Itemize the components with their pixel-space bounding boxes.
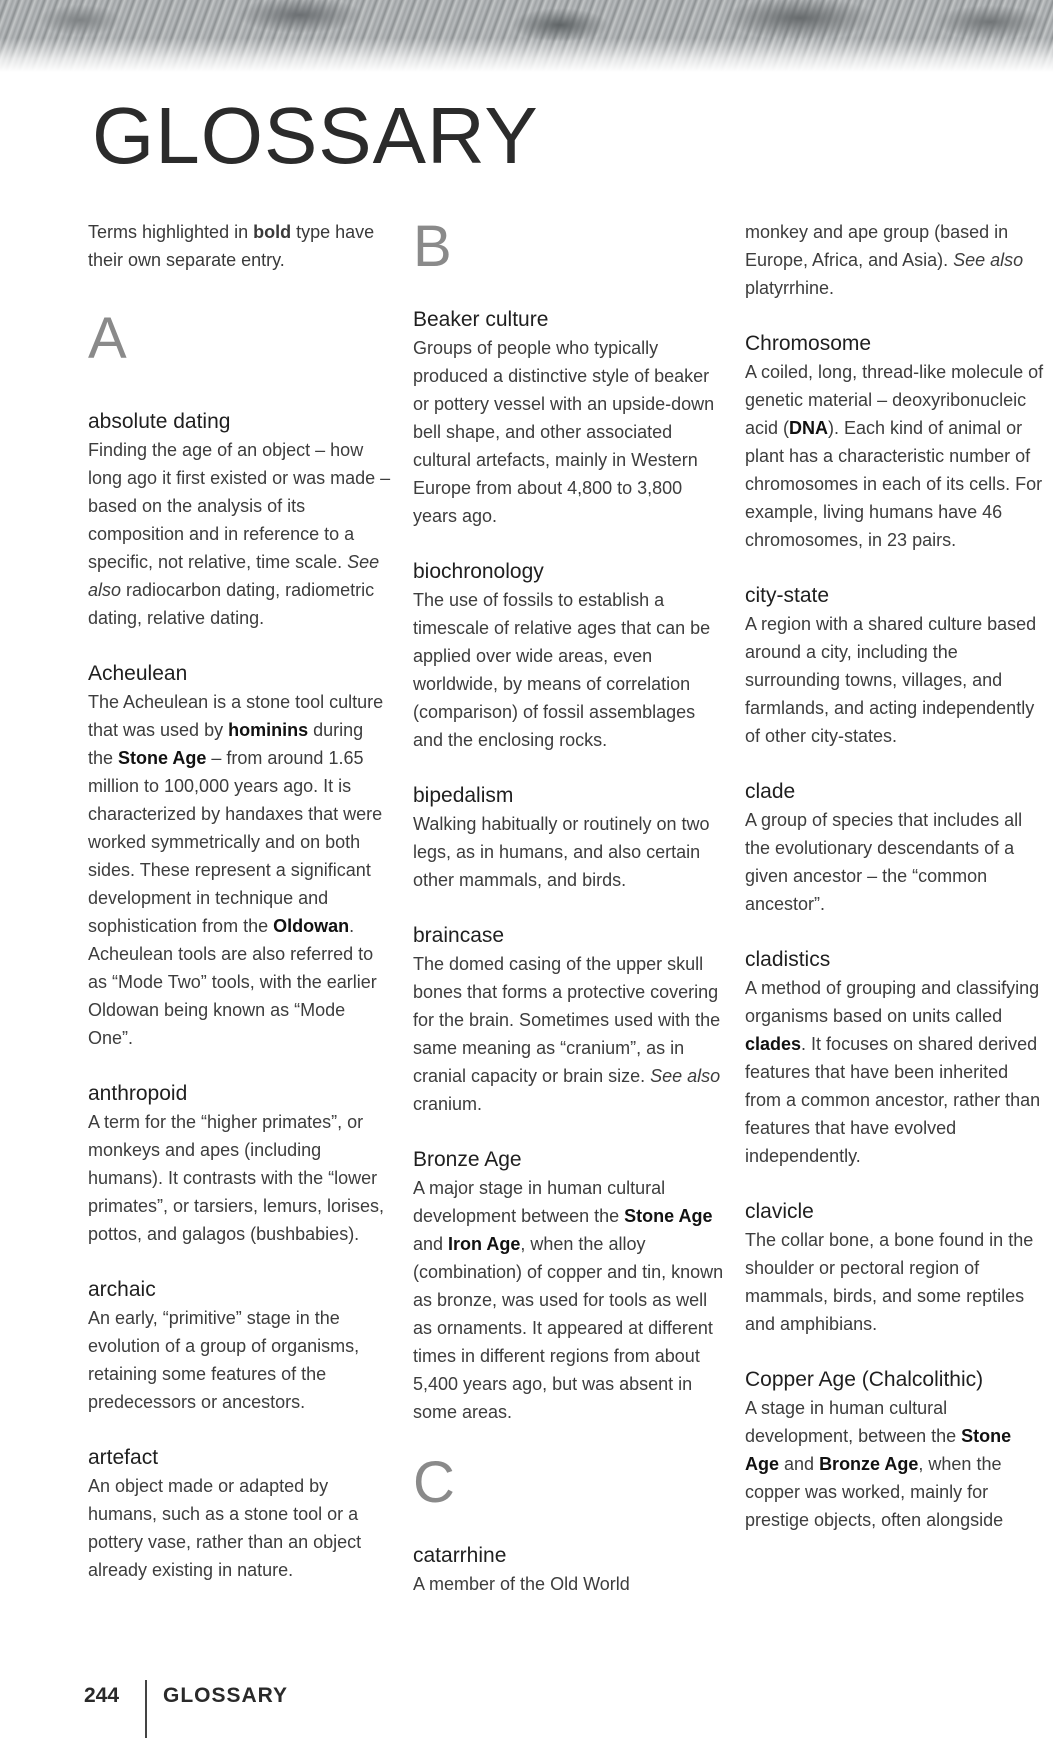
entry-definition: Finding the age of an object – how long ago it first existed or was made – based on the analysis of its composition and in reference to a specific, not relative, time scale. See also radiocarbon dating, radiometric dating, relative dating. [88,440,391,628]
entry-clade [745,778,1045,918]
entry-clavicle [745,1198,1045,1338]
entry-definition: A method of grouping and classifying organisms based on units called clades. It focuses on shared derived features that have been inherited from a common ancestor, rather than features that have evolved independently. [745,978,1041,1166]
entry-term: bipedalism [413,784,514,807]
entry-cladistics [745,946,1045,1170]
section-letter-a: A [88,306,127,371]
column-3 [745,218,1045,1562]
entry-biochronology [413,558,728,754]
section-letter-b: B [413,214,452,279]
entry-term: Beaker culture [413,308,549,331]
entry-term: catarrhine [413,1544,507,1567]
entry-definition: The domed casing of the upper skull bones that forms a protective covering for the brain. Sometimes used with the same meaning as “cranium”, as in cranial capacity or brain size. See also cranium. [413,954,721,1114]
entry-term: archaic [88,1278,156,1301]
entry-definition: The Acheulean is a stone tool culture that was used by hominins during the Stone Age – from around 1.65 million to 100,000 years ago. It is characterized by handaxes that were worked symmetrically and on both sides. These represent a significant development in technique and sophistication from the Oldowan. Acheulean tools are also referred to as “Mode Two” tools, with the earlier Oldowan being known as “Mode One”. [88,692,384,1048]
entry-definition: A member of the Old World [413,1574,630,1594]
entry-term: biochronology [413,560,544,583]
entry-acheulean [88,660,393,1052]
footer-divider [145,1680,147,1738]
entry-definition: A region with a shared culture based around a city, including the surrounding towns, villages, and farmlands, and acting independently of other city-states. [745,614,1037,746]
entry-beaker-culture [413,306,728,530]
entry-artefact [88,1444,393,1584]
entry-catarrhine [413,1542,728,1598]
entry-chromosome [745,330,1045,554]
column-2 [413,214,728,1626]
entry-definition: The use of fossils to establish a timescale of relative ages that can be applied over wide areas, even worldwide, by means of correlation (comparison) of fossil assemblages and the enclosing rocks. [413,590,711,750]
entry-definition: The collar bone, a bone found in the shoulder or pectoral region of mammals, birds, and some reptiles and amphibians. [745,1230,1034,1334]
entry-term: clade [745,780,796,803]
entry-definition: An object made or adapted by humans, such as a stone tool or a pottery vase, rather than an object already existing in nature. [88,1476,362,1580]
footer-section-label: GLOSSARY [163,1684,289,1707]
entry-absolute-dating [88,408,393,632]
entry-term: braincase [413,924,505,947]
entry-term: city-state [745,584,830,607]
entry-city-state [745,582,1045,750]
entry-term: Copper Age (Chalcolithic) [745,1368,984,1391]
entry-term: anthropoid [88,1082,188,1105]
entry-anthropoid [88,1080,393,1248]
entry-definition: A group of species that includes all the evolutionary descendants of a given ancestor – the “common ancestor”. [745,810,1023,914]
entry-term: clavicle [745,1200,814,1223]
entry-definition: monkey and ape group (based in Europe, Africa, and Asia). See also platyrrhine. [745,222,1024,298]
entry-definition: A coiled, long, thread-like molecule of genetic material – deoxyribonucleic acid (DNA). Each kind of animal or plant has a characteristic number of chromosomes in each of its cells. For example, living humans have 46 chromosomes, in 23 pairs. [745,362,1044,550]
entry-bronze-age [413,1146,728,1426]
entry-term: cladistics [745,948,831,971]
entry-term: absolute dating [88,410,231,433]
entry-definition: Walking habitually or routinely on two legs, as in humans, and also certain other mammals, and birds. [413,814,710,890]
entry-bipedalism [413,782,728,894]
entry-definition: A stage in human cultural development, between the Stone Age and Bronze Age, when the copper was worked, mainly for prestige objects, often alongside [745,1398,1012,1530]
entry-definition: An early, “primitive” stage in the evolution of a group of organisms, retaining some features of the predecessors or ancestors. [88,1308,360,1412]
entry-definition: A major stage in human cultural development between the Stone Age and Iron Age, when the alloy (combination) of copper and tin, known as bronze, was used for tools as well as ornaments. It appeared at different times in different regions from about 5,400 years ago, but was absent in some areas. [413,1178,724,1422]
entry-term: Bronze Age [413,1148,522,1171]
entry-definition: Groups of people who typically produced a distinctive style of beaker or pottery vessel with an upside-down bell shape, and other associated cultural artefacts, mainly in Western Europe from about 4,800 to 3,800 years ago. [413,338,715,526]
entry-term: Chromosome [745,332,872,355]
entry-term: Acheulean [88,662,188,685]
entry-term: artefact [88,1446,159,1469]
column-1 [88,218,393,1612]
entry-archaic [88,1276,393,1416]
entry-catarrhine-continued [745,218,1045,302]
entry-copper-age [745,1366,1045,1534]
page-title: GLOSSARY [92,91,539,180]
page-number: 244 [84,1684,120,1707]
entry-definition: A term for the “higher primates”, or monkeys and apes (including humans). It contrasts with the “lower primates”, or tarsiers, lemurs, lorises, pottos, and galagos (bushbabies). [88,1112,385,1244]
entry-braincase [413,922,728,1118]
section-letter-c: C [413,1450,455,1515]
header-rock-fade [0,38,1053,72]
intro-text: Terms highlighted in bold type have their own separate entry. [88,222,375,270]
